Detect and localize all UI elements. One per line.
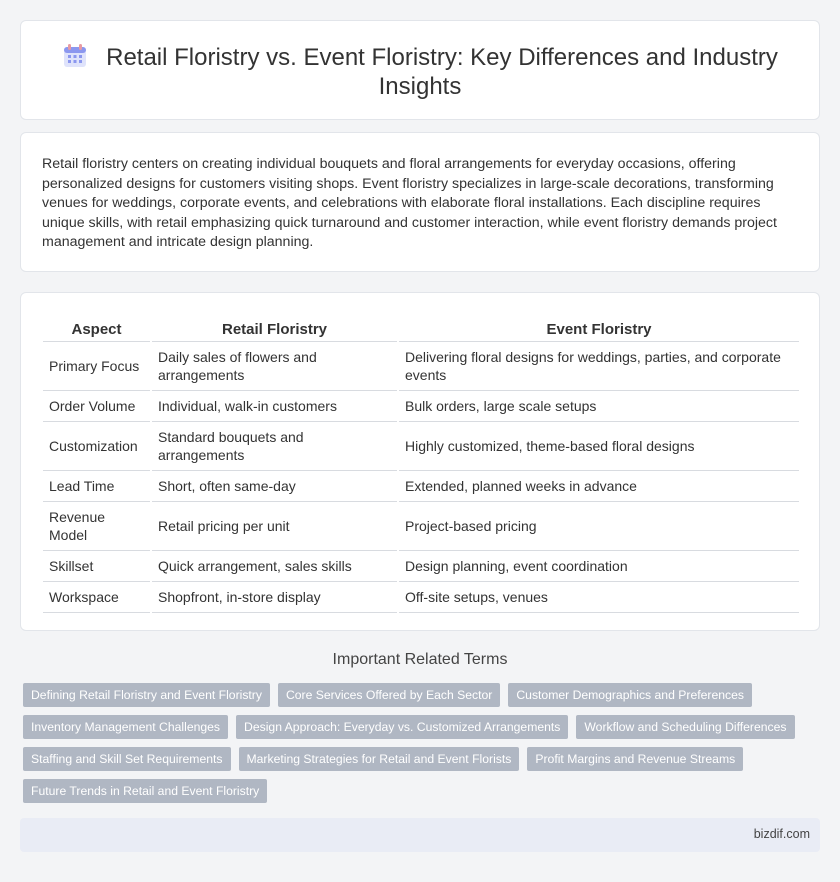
table-row <box>43 501 799 550</box>
related-term-tag[interactable]: Profit Margins and Revenue Streams <box>527 747 743 771</box>
intro-card <box>20 132 820 272</box>
table-row <box>43 421 799 470</box>
table-header-row <box>43 312 799 341</box>
related-term-tag[interactable]: Core Services Offered by Each Sector <box>278 683 500 707</box>
page-title <box>61 43 779 101</box>
comparison-table <box>43 312 799 613</box>
event-cell: Extended, planned weeks in advance <box>398 470 799 501</box>
aspect-cell: Order Volume <box>43 390 151 421</box>
event-cell: Highly customized, theme-based floral designs <box>398 421 799 470</box>
aspect-cell: Customization <box>43 421 151 470</box>
event-cell: Design planning, event coordination <box>398 550 799 581</box>
related-term-tag[interactable]: Future Trends in Retail and Event Floristry <box>23 779 267 803</box>
header-aspect: Aspect <box>43 312 151 341</box>
related-terms-tags <box>23 683 803 803</box>
aspect-cell: Workspace <box>43 581 151 612</box>
comparison-card <box>20 292 820 631</box>
related-term-tag[interactable]: Defining Retail Floristry and Event Floristry <box>23 683 270 707</box>
retail-cell: Shopfront, in-store display <box>151 581 398 612</box>
related-term-tag[interactable]: Staffing and Skill Set Requirements <box>23 747 231 771</box>
event-cell: Off-site setups, venues <box>398 581 799 612</box>
retail-cell: Daily sales of flowers and arrangements <box>151 341 398 390</box>
related-term-tag[interactable]: Customer Demographics and Preferences <box>508 683 752 707</box>
retail-cell: Individual, walk-in customers <box>151 390 398 421</box>
page-title-text: Retail Floristry vs. Event Floristry: Key Differences and Industry Insights <box>106 44 778 100</box>
retail-cell: Quick arrangement, sales skills <box>151 550 398 581</box>
intro-paragraph: Retail floristry centers on creating individual bouquets and floral arrangements for everyday occasions, offering personalized designs for customers visiting shops. Event floristry specializes in large-scale decorations, transforming venues for weddings, corporate events, and celebrations with elaborate floral installations. Each discipline requires unique skills, with retail emphasizing quick turnaround and customer interaction, while event floristry demands project management and intricate design planning. <box>42 156 777 251</box>
aspect-cell: Lead Time <box>43 470 151 501</box>
related-term-tag[interactable]: Design Approach: Everyday vs. Customized Arrangements <box>236 715 568 739</box>
related-term-tag[interactable]: Inventory Management Challenges <box>23 715 228 739</box>
table-row <box>43 341 799 390</box>
retail-cell: Short, often same-day <box>151 470 398 501</box>
event-cell: Delivering floral designs for weddings, parties, and corporate events <box>398 341 799 390</box>
aspect-cell: Revenue Model <box>43 501 151 550</box>
header-card <box>20 20 820 120</box>
aspect-cell: Skillset <box>43 550 151 581</box>
footer-bar <box>20 818 820 852</box>
header-retail: Retail Floristry <box>151 312 398 341</box>
table-row <box>43 390 799 421</box>
header-event: Event Floristry <box>398 312 799 341</box>
event-cell: Project-based pricing <box>398 501 799 550</box>
event-cell: Bulk orders, large scale setups <box>398 390 799 421</box>
table-row <box>43 550 799 581</box>
footer-site-link[interactable]: bizdif.com <box>753 827 810 841</box>
related-term-tag[interactable]: Workflow and Scheduling Differences <box>576 715 794 739</box>
table-row <box>43 470 799 501</box>
calendar-grid-icon <box>62 43 88 69</box>
retail-cell: Retail pricing per unit <box>151 501 398 550</box>
table-row <box>43 581 799 612</box>
aspect-cell: Primary Focus <box>43 341 151 390</box>
related-terms-title: Important Related Terms <box>332 651 508 668</box>
retail-cell: Standard bouquets and arrangements <box>151 421 398 470</box>
related-term-tag[interactable]: Marketing Strategies for Retail and Event Florists <box>239 747 520 771</box>
